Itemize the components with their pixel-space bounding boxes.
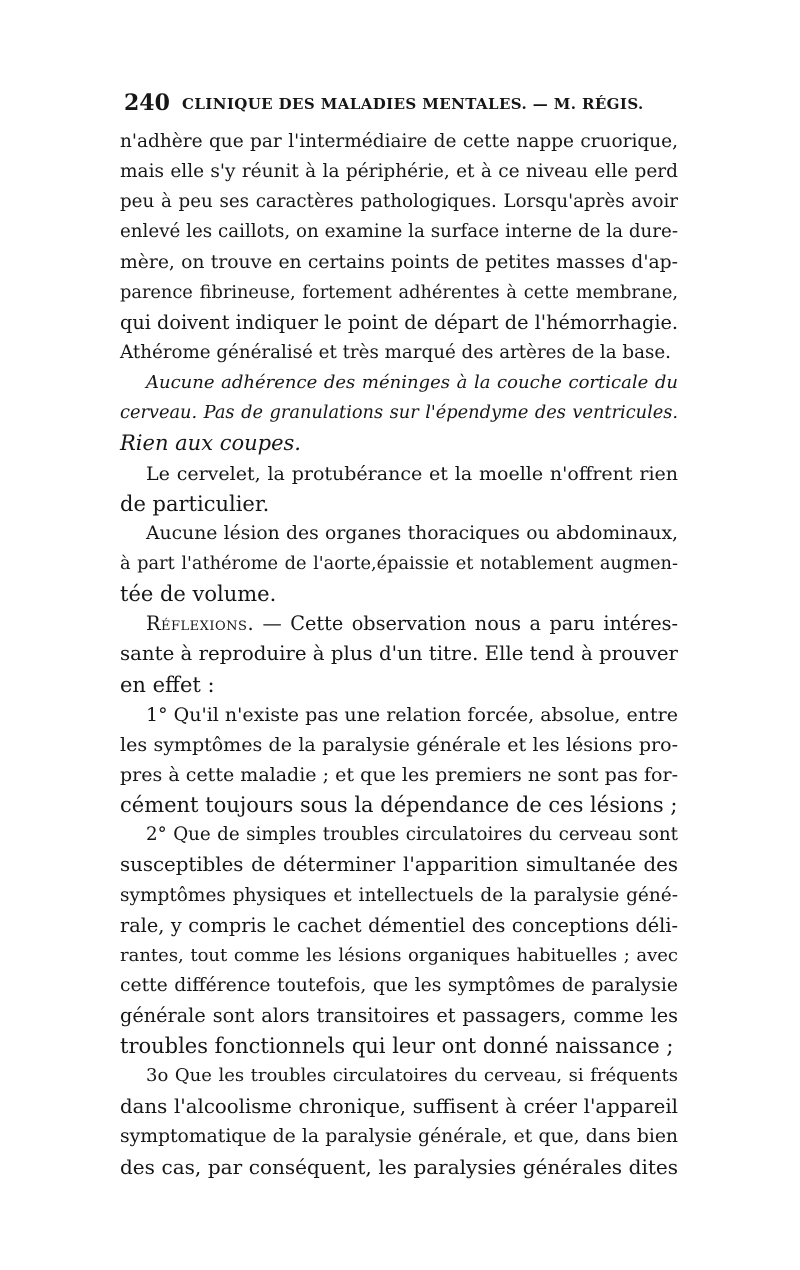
reflexions-line xyxy=(120,609,678,639)
running-title: CLINIQUE DES MALADIES MENTALES. — M. RÉGIS. xyxy=(182,95,644,113)
text-line: rale, y compris le cachet démentiel des conceptions déli- xyxy=(120,913,678,937)
text-line: à part l'athérome de l'aorte,épaissie et notablement augmen- xyxy=(120,553,678,574)
text-line: les symptômes de la paralysie générale et les lésions pro- xyxy=(120,733,678,756)
text-line: Athérome généralisé et très marqué des artères de la base. xyxy=(120,341,671,363)
page-header xyxy=(124,90,684,120)
text-line: Aucune lésion des organes thoraciques ou abdominaux, xyxy=(146,522,678,544)
text-line: dans l'alcoolisme chronique, suffisent à créer l'appareil xyxy=(120,1094,678,1118)
text-line: symptômes physiques et intellectuels de la paralysie géné- xyxy=(120,884,678,906)
text-line: — Cette observation nous a paru intéres- xyxy=(262,612,678,636)
text-line: peu à peu ses caractères pathologiques. Lorsqu'après avoir xyxy=(120,191,678,213)
text-line: enlevé les caillots, on examine la surface interne de la dure- xyxy=(120,221,678,243)
text-line: 1° Qu'il n'existe pas une relation forcée, absolue, entre xyxy=(146,703,678,726)
text-line: générale sont alors transitoires et passagers, comme les xyxy=(120,1004,678,1028)
text-line: tée de volume. xyxy=(120,582,277,607)
text-line: cément toujours sous la dépendance de ces lésions ; xyxy=(120,793,678,818)
text-line: susceptibles de déterminer l'apparition simultanée des xyxy=(120,853,678,877)
text-line: de particulier. xyxy=(120,491,270,516)
text-line: n'adhère que par l'intermédiaire de cette nappe cruorique, xyxy=(120,131,678,152)
text-line: sante à reproduire à plus d'un titre. Elle tend à prouver xyxy=(120,642,678,666)
text-line: 3o Que les troubles circulatoires du cerveau, si fréquents xyxy=(146,1065,678,1087)
reflexions-label: Réflexions. xyxy=(146,612,255,636)
text-line: Aucune adhérence des méninges à la couche corticale du xyxy=(146,372,678,394)
text-line: des cas, par conséquent, les paralysies générales dites xyxy=(120,1154,678,1179)
text-line: troubles fonctionnels qui leur ont donné naissance ; xyxy=(120,1034,674,1059)
text-line: rantes, tout comme les lésions organiques habituelles ; avec xyxy=(120,944,678,966)
text-line: en effet : xyxy=(120,672,215,697)
text-line: parence fibrineuse, fortement adhérentes à cette membrane, xyxy=(120,282,678,303)
text-line: qui doivent indiquer le point de départ de l'hémorrhagie. xyxy=(120,310,678,334)
text-line: cette différence toutefois, que les symptômes de paralysie xyxy=(120,974,678,996)
text-line: mère, on trouve en certains points de petites masses d'ap- xyxy=(120,251,678,273)
text-line: symptomatique de la paralysie générale, et que, dans bien xyxy=(120,1125,678,1147)
text-line: pres à cette maladie ; et que les premiers ne sont pas for- xyxy=(120,763,678,786)
text-line: Le cervelet, la protubérance et la moelle n'offrent rien xyxy=(146,462,678,485)
page-body xyxy=(120,127,678,1182)
page-number: 240 xyxy=(124,90,170,116)
text-line: Rien aux coupes. xyxy=(120,431,301,456)
text-line: 2° Que de simples troubles circulatoires du cerveau sont xyxy=(146,824,678,846)
text-line: mais elle s'y réunit à la périphérie, et à ce niveau elle perd xyxy=(120,161,678,183)
text-line: cerveau. Pas de granulations sur l'épendyme des ventricules. xyxy=(120,403,678,424)
